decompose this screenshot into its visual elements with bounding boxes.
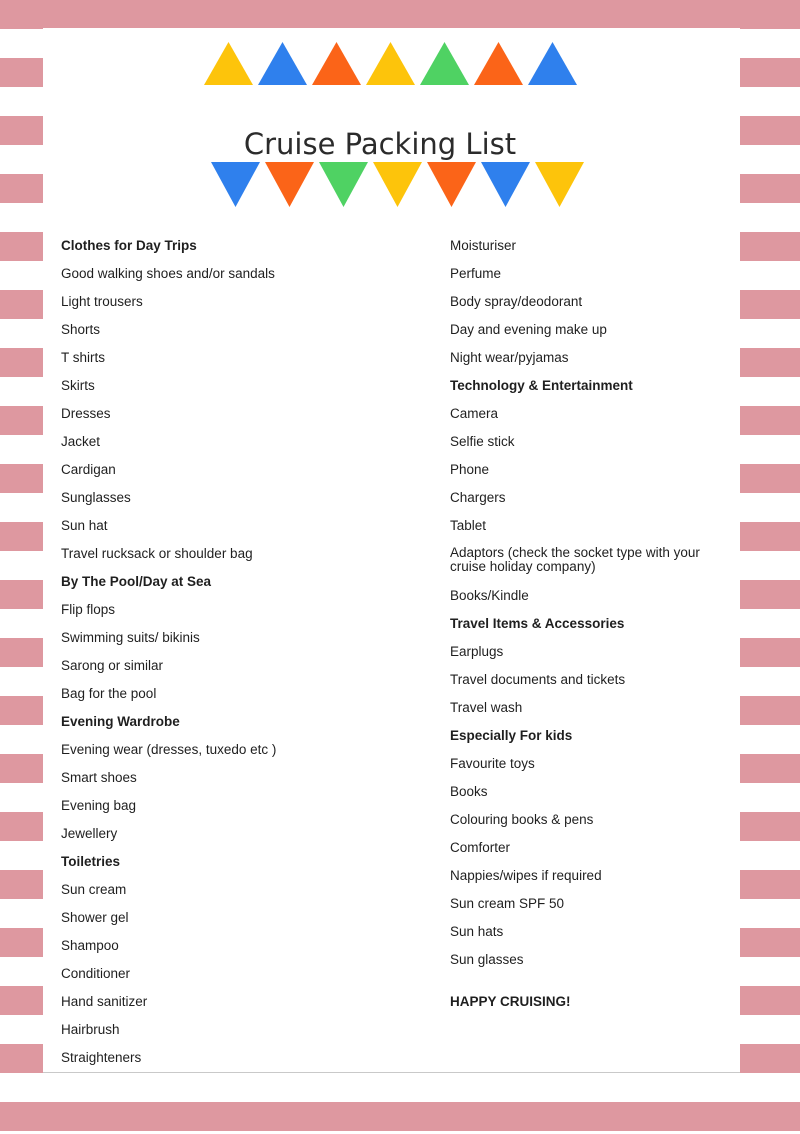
bunting-top <box>0 42 800 92</box>
list-item: Jacket <box>61 434 101 449</box>
bunting-flag-7 <box>535 162 584 207</box>
list-item: Jewellery <box>61 826 118 841</box>
list-item: Favourite toys <box>450 756 535 771</box>
closing-message: HAPPY CRUISING! <box>450 994 571 1009</box>
page-title: Cruise Packing List <box>243 127 517 162</box>
list-item: Chargers <box>450 490 506 505</box>
bunting-flag-1 <box>211 162 260 207</box>
list-item: Body spray/deodorant <box>450 294 583 309</box>
list-item: Smart shoes <box>61 770 137 785</box>
bunting-flag-3 <box>312 42 361 85</box>
list-item: Travel rucksack or shoulder bag <box>61 546 253 561</box>
list-item: Hand sanitizer <box>61 994 148 1009</box>
list-item: Day and evening make up <box>450 322 607 337</box>
section-heading: By The Pool/Day at Sea <box>61 574 212 589</box>
list-item: Bag for the pool <box>61 686 157 701</box>
list-item: Shower gel <box>61 910 129 925</box>
list-item: Sun cream <box>61 882 127 897</box>
list-item: Cardigan <box>61 462 116 477</box>
bunting-bottom <box>0 162 800 212</box>
list-item: Colouring books & pens <box>450 812 594 827</box>
bunting-flag-6 <box>481 162 530 207</box>
list-item: Tablet <box>450 518 487 533</box>
list-item: Nappies/wipes if required <box>450 868 602 883</box>
list-item: Flip flops <box>61 602 116 617</box>
bunting-flag-4 <box>366 42 415 85</box>
section-heading: Travel Items & Accessories <box>450 616 625 631</box>
list-item: Sun glasses <box>450 952 524 967</box>
bunting-flag-4 <box>373 162 422 207</box>
section-heading: Clothes for Day Trips <box>61 238 197 253</box>
section-heading: Evening Wardrobe <box>61 714 180 729</box>
list-item: Hairbrush <box>61 1022 120 1037</box>
left-column-list <box>61 238 421 1078</box>
list-item: Adaptors (check the socket type with your cruise holiday company) <box>450 545 700 574</box>
bunting-flag-2 <box>265 162 314 207</box>
bunting-flag-2 <box>258 42 307 85</box>
bunting-flag-7 <box>528 42 577 85</box>
list-item: Swimming suits/ bikinis <box>61 630 200 645</box>
bunting-flag-5 <box>427 162 476 207</box>
list-item: Shampoo <box>61 938 119 953</box>
list-item: Comforter <box>450 840 511 855</box>
list-item: Sarong or similar <box>61 658 164 673</box>
list-item: Dresses <box>61 406 111 421</box>
list-item: Skirts <box>61 378 95 393</box>
bunting-flag-6 <box>474 42 523 85</box>
list-item: Conditioner <box>61 966 131 981</box>
list-item: Camera <box>450 406 499 421</box>
list-item: Sun hats <box>450 924 504 939</box>
list-item: Perfume <box>450 266 502 281</box>
list-item: T shirts <box>61 350 106 365</box>
section-heading: Technology & Entertainment <box>450 378 633 393</box>
bunting-flag-5 <box>420 42 469 85</box>
list-item: Good walking shoes and/or sandals <box>61 266 275 281</box>
list-item: Light trousers <box>61 294 143 309</box>
list-item: Sun hat <box>61 518 108 533</box>
list-item: Earplugs <box>450 644 504 659</box>
list-item: Evening bag <box>61 798 137 813</box>
section-heading: Especially For kids <box>450 728 573 743</box>
list-item: Books <box>450 784 488 799</box>
list-item: Travel wash <box>450 700 523 715</box>
list-item: Evening wear (dresses, tuxedo etc ) <box>61 742 277 757</box>
list-item: Selfie stick <box>450 434 515 449</box>
list-item: Night wear/pyjamas <box>450 350 569 365</box>
bunting-flag-3 <box>319 162 368 207</box>
list-item: Sunglasses <box>61 490 131 505</box>
list-item: Sun cream SPF 50 <box>450 896 565 911</box>
list-item: Moisturiser <box>450 238 517 253</box>
section-heading: Toiletries <box>61 854 121 869</box>
list-item: Books/Kindle <box>450 588 529 603</box>
bunting-flag-1 <box>204 42 253 85</box>
list-item: Travel documents and tickets <box>450 672 626 687</box>
right-column-list <box>450 238 730 980</box>
list-item: Phone <box>450 462 490 477</box>
list-item: Shorts <box>61 322 101 337</box>
list-item: Straighteners <box>61 1050 142 1065</box>
